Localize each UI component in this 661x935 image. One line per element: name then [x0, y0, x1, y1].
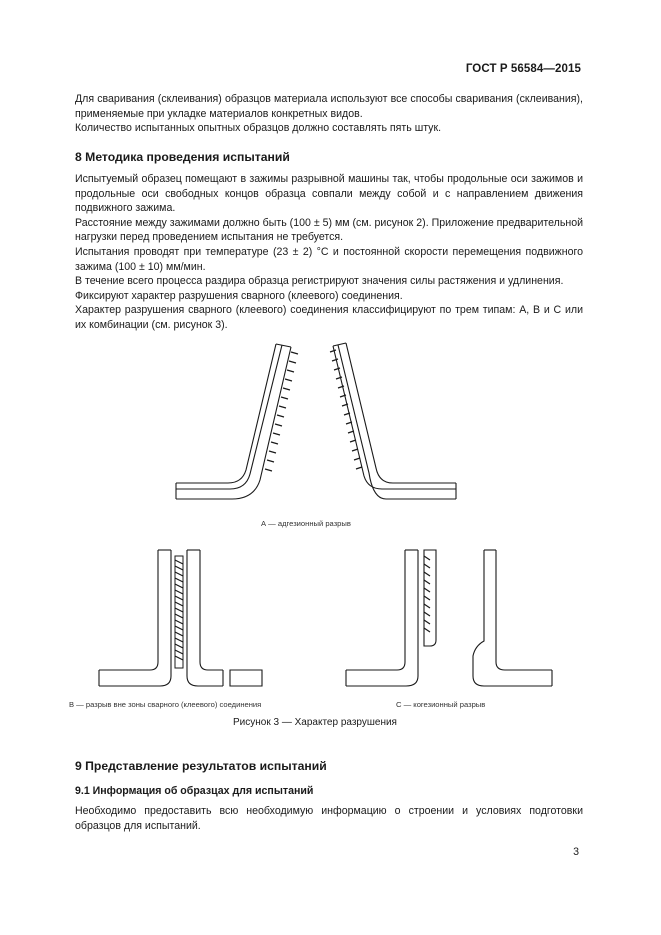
figure-c-caption: С — когезионный разрыв [396, 700, 486, 709]
section-8-paragraph-3: Испытания проводят при температуре (23 ± 2) °С и постоянной скорости перемещения подвижного зажима (100 ± 10) мм/мин. [75, 245, 583, 273]
figure-b-caption: В — разрыв вне зоны сварного (клеевого) соединения [69, 700, 262, 709]
section-8-paragraph-2: Расстояние между зажимами должно быть (100 ± 5) мм (см. рисунок 2). Приложение предварительной нагрузки перед проведением испытания не требуется. [75, 216, 583, 244]
intro-paragraph-1: Для сваривания (склеивания) образцов материала используют все способы сваривания (склеивания), применяемые при укладке материалов конкретных видов. [75, 93, 583, 120]
section-8-paragraph-6: Характер разрушения сварного (клеевого) соединения классифицируют по трем типам: А, В и С или их комбинации (см. рисунок 3). [75, 304, 583, 331]
page-number: 3 [573, 846, 579, 858]
figure-a-caption: А — адгезионный разрыв [261, 519, 351, 528]
figure-3-caption: Рисунок 3 — Характер разрушения [233, 717, 397, 728]
document-header: ГОСТ Р 56584—2015 [465, 63, 581, 75]
section-8-title: 8 Методика проведения испытаний [75, 150, 290, 164]
section-9-title: 9 Представление результатов испытаний [75, 759, 327, 773]
section-8-paragraph-1: Испытуемый образец помещают в зажимы разрывной машины так, чтобы продольные оси зажимов и продольные оси свободных концов образца совпали между собой и с направлением движения подвижного зажима. [75, 173, 583, 215]
section-8-paragraph-4: В течение всего процесса раздира образца регистрируют значения силы растяжения и удлинения. [75, 275, 564, 288]
section-9-1-text [75, 804, 583, 833]
figure-a-right-piece [330, 343, 456, 499]
section-8-paragraph-5: Фиксируют характер разрушения сварного (клеевого) соединения. [75, 289, 403, 302]
figure-c-drawing [346, 550, 552, 686]
intro-paragraph-2: Количество испытанных опытных образцов должно составлять пять штук. [75, 122, 442, 135]
figure-a-left-piece [176, 344, 298, 499]
figure-b-drawing [99, 550, 262, 686]
section-9-1-title: 9.1 Информация об образцах для испытаний [75, 785, 314, 797]
section-9-1-paragraph: Необходимо предоставить всю необходимую информацию о строении и условиях подготовки образцов для испытаний. [75, 805, 583, 832]
